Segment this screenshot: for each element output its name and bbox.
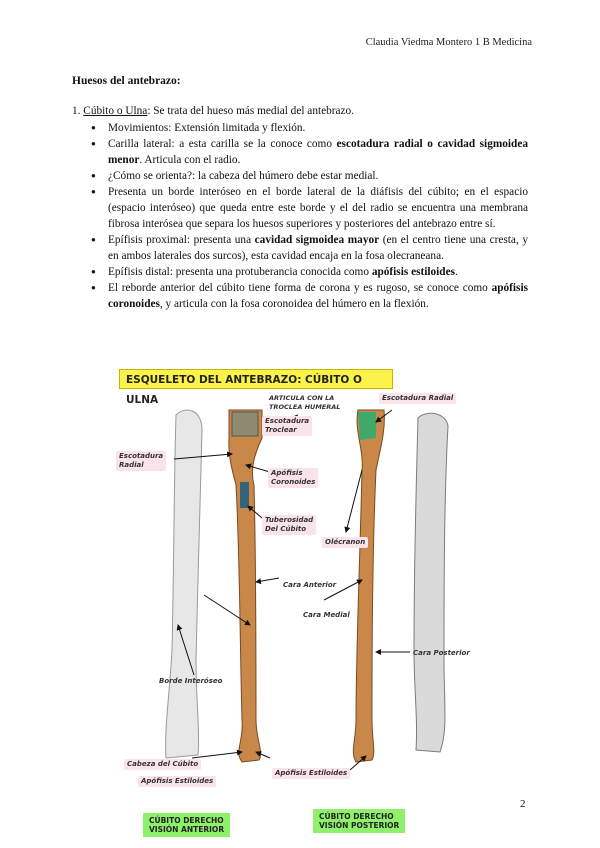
label-apofisis-estiloides-right: Apófisis Estiloides bbox=[272, 768, 350, 779]
label-apofisis-coronoides: Apófisis Coronoides bbox=[268, 468, 318, 488]
posterior-ulna-bone bbox=[353, 410, 384, 762]
label-escotadura-troclear: Escotadura Troclear bbox=[262, 416, 312, 436]
bullet-item: ● Epífisis distal: presenta una protuberancia conocida como apófisis estiloides. bbox=[72, 264, 528, 280]
page-header-author: Claudia Viedma Montero 1 B Medicina bbox=[365, 37, 532, 48]
figure-title: ESQUELETO DEL ANTEBRAZO: CÚBITO O ULNA bbox=[119, 369, 393, 389]
item-number: 1. bbox=[72, 105, 84, 117]
radial-notch-marker bbox=[358, 412, 376, 440]
label-olecranon: Olécranon bbox=[322, 537, 368, 548]
label-cara-posterior: Cara Posterior bbox=[413, 649, 470, 657]
label-cara-medial: Cara Medial bbox=[303, 611, 350, 619]
section-title: Huesos del antebrazo: bbox=[72, 75, 181, 87]
left-gray-bone bbox=[166, 410, 202, 758]
item-description: : Se trata del hueso más medial del antebrazo. bbox=[147, 105, 355, 117]
label-apofisis-estiloides-left: Apófisis Estiloides bbox=[138, 776, 216, 787]
bullet-item: ● Presenta un borde interóseo en el borde lateral de la diáfisis del cúbito; en el espacio (espacio interóseo) que queda entre este borde y el del radio se encuentra una membrana fibrosa interósea que separa los huesos superiores y posteriores del antebrazo entre sí. bbox=[72, 184, 528, 232]
tuberosity-marker bbox=[240, 482, 249, 508]
label-cabeza-cubito: Cabeza del Cúbito bbox=[124, 759, 201, 770]
label-escotadura-radial-left: Escotadura Radial bbox=[116, 451, 166, 471]
right-gray-bone bbox=[414, 413, 448, 752]
caption-posterior: CÚBITO DERECHO VISIÓN POSTERIOR bbox=[313, 809, 405, 833]
bullet-item: ● Epífisis proximal: presenta una cavidad sigmoidea mayor (en el centro tiene una cresta, y en ambos laterales dos surcos), esta cavidad encaja en la fosa olecraneana. bbox=[72, 232, 528, 264]
bullet-list bbox=[72, 120, 528, 312]
list-item-heading bbox=[72, 105, 354, 117]
bullet-item: ● Movimientos: Extensión limitada y flexión. bbox=[72, 120, 528, 136]
trochlear-notch-marker bbox=[232, 412, 258, 436]
bullet-item: ● Carilla lateral: a esta carilla se la conoce como escotadura radial o cavidad sigmoidea menor. Articula con el radio. bbox=[72, 136, 528, 168]
bullet-item: ● El reborde anterior del cúbito tiene forma de corona y es rugoso, se conoce como apófisis coronoides, y articula con la fosa coronoidea del húmero en la flexión. bbox=[72, 280, 528, 312]
caption-anterior: CÚBITO DERECHO VISIÓN ANTERIOR bbox=[143, 813, 230, 837]
label-escotadura-radial-right: Escotadura Radial bbox=[379, 393, 456, 404]
label-articula-troclea: ARTICULA CON LA TROCLEA HUMERAL bbox=[269, 394, 341, 411]
page-number: 2 bbox=[520, 798, 526, 810]
label-borde-interoseo: Borde Interóseo bbox=[159, 677, 223, 685]
item-name: Cúbito o Ulna bbox=[83, 105, 148, 117]
bullet-item: ● ¿Cómo se orienta?: la cabeza del húmero debe estar medial. bbox=[72, 168, 528, 184]
anterior-ulna-bone bbox=[229, 410, 262, 762]
label-tuberosidad: Tuberosidad Del Cúbito bbox=[262, 515, 316, 535]
label-cara-anterior: Cara Anterior bbox=[283, 581, 337, 589]
